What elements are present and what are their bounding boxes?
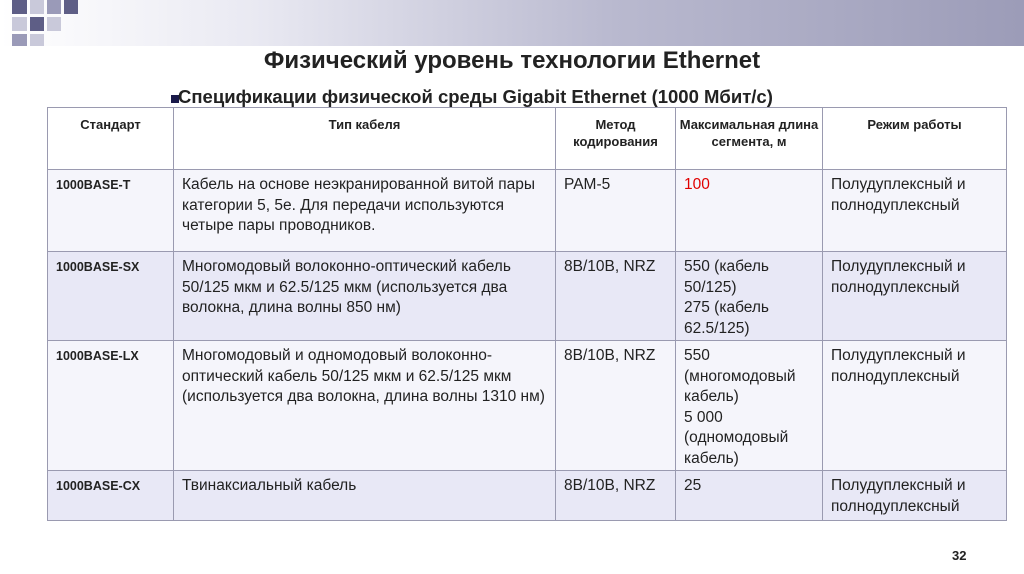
- header-gradient-bar: [0, 0, 1024, 46]
- cell-cable: Твинаксиальный кабель: [174, 471, 556, 521]
- table-header-row: [48, 108, 1007, 170]
- table-row: [48, 341, 1007, 471]
- decor-square: [30, 34, 44, 46]
- decor-square: [47, 17, 61, 31]
- table-row: [48, 471, 1007, 521]
- cell-length: [676, 471, 823, 521]
- header-mode: Режим работы: [823, 108, 1007, 170]
- decor-square: [12, 17, 27, 31]
- cell-mode: Полудуплексный и полнодуплексный: [823, 341, 1007, 471]
- cell-cable: Кабель на основе неэкранированной витой пары категории 5, 5е. Для передачи используются четыре пары проводников.: [174, 170, 556, 252]
- cell-cable: Многомодовый волоконно-оптический кабель 50/125 мкм и 62.5/125 мкм (используется два волокна, длина волны 850 нм): [174, 252, 556, 341]
- cell-standard: 1000BASE-CX: [48, 471, 174, 521]
- table-row: [48, 170, 1007, 252]
- slide-subtitle: Спецификации физической среды Gigabit Ethernet (1000 Мбит/с): [178, 86, 773, 107]
- length-line: 5 000 (одномодовый кабель): [684, 408, 789, 467]
- cell-mode: Полудуплексный и полнодуплексный: [823, 170, 1007, 252]
- length-line: 25: [684, 477, 702, 494]
- header-standard: Стандарт: [48, 108, 174, 170]
- length-line: 550 (многомодовый кабель): [684, 347, 796, 405]
- cell-coding: 8B/10B, NRZ: [556, 252, 676, 341]
- length-line: 275 (кабель 62.5/125): [684, 299, 770, 337]
- cell-length: [676, 170, 823, 252]
- decor-square: [30, 17, 44, 31]
- decor-square: [47, 0, 61, 14]
- cell-length: [676, 252, 823, 341]
- page-number: 32: [952, 548, 967, 563]
- header-cable-type: Тип кабеля: [174, 108, 556, 170]
- spec-table: [47, 107, 1007, 521]
- header-coding: Метод кодирования: [556, 108, 676, 170]
- cell-standard: 1000BASE-LX: [48, 341, 174, 471]
- cell-coding: PAM-5: [556, 170, 676, 252]
- length-line: 100: [684, 176, 710, 193]
- header-max-length: Максимальная длина сегмента, м: [676, 108, 823, 170]
- cell-cable: Многомодовый и одномодовый волоконно-оптический кабель 50/125 мкм и 62.5/125 мкм (используется два волокна, длина волны 1310 нм): [174, 341, 556, 471]
- cell-coding: 8B/10B, NRZ: [556, 341, 676, 471]
- cell-standard: 1000BASE-T: [48, 170, 174, 252]
- decor-square: [30, 0, 44, 14]
- slide-title: Физический уровень технологии Ethernet: [263, 47, 761, 74]
- cell-coding: 8B/10B, NRZ: [556, 471, 676, 521]
- cell-mode: Полудуплексный и полнодуплексный: [823, 471, 1007, 521]
- cell-length: [676, 341, 823, 471]
- decor-square: [64, 0, 78, 14]
- length-line: 550 (кабель 50/125): [684, 258, 770, 296]
- decor-square: [12, 0, 27, 14]
- table-row: [48, 252, 1007, 341]
- cell-standard: 1000BASE-SX: [48, 252, 174, 341]
- decor-square: [12, 34, 27, 46]
- cell-mode: Полудуплексный и полнодуплексный: [823, 252, 1007, 341]
